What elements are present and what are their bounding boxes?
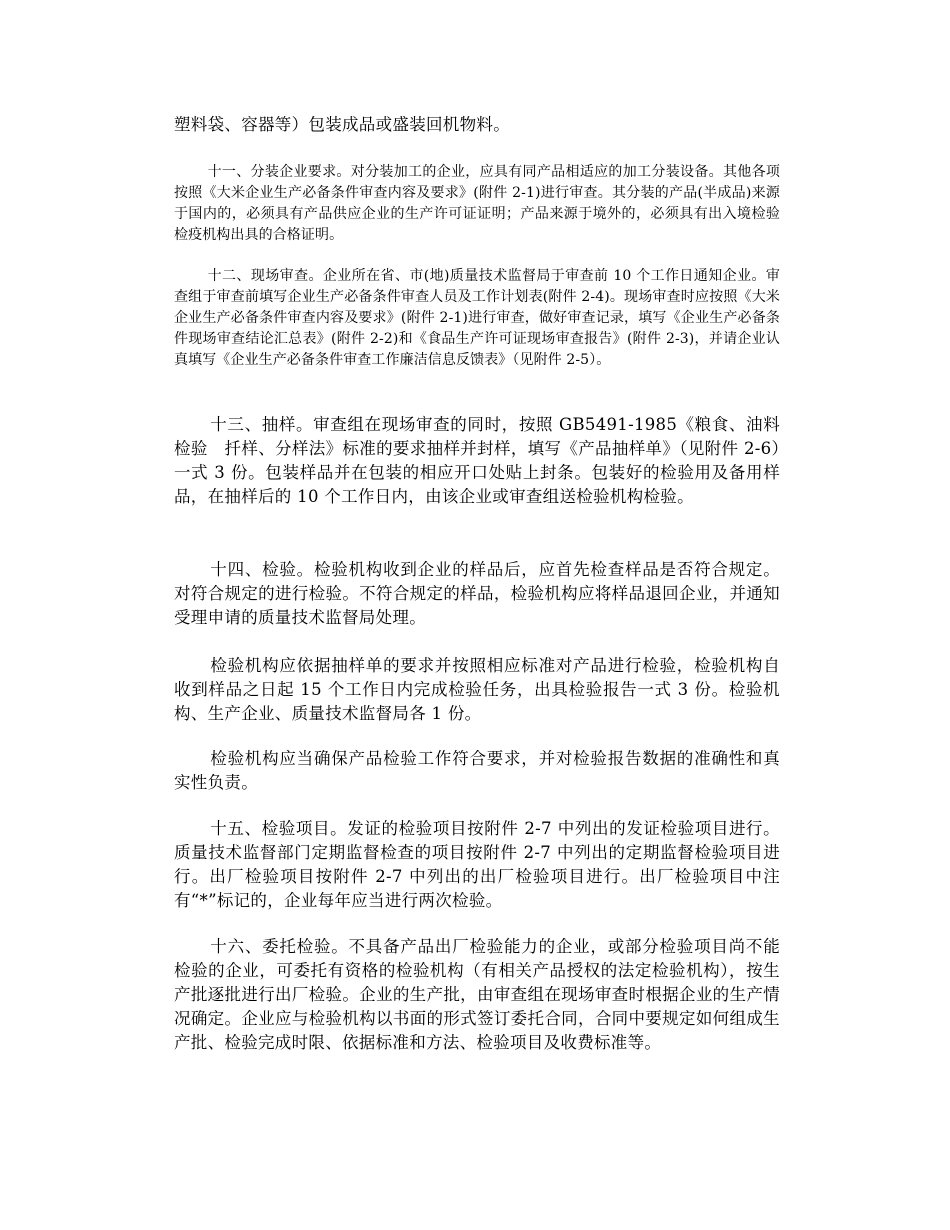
paragraph-section-11: 十一、分装企业要求。对分装加工的企业，应具有同产品相适应的加工分装设备。其他各项按照《大米企业生产必备条件审查内容及要求》(附件 2-1)进行审查。其分装的产品(半成品)来源于国内的，必须具有产品供应企业的生产许可证证明；产品来源于境外的，必须具有出入境检验检疫机构出具的合格证明。 <box>174 164 780 243</box>
paragraph-section-15: 十五、检验项目。发证的检验项目按附件 2-7 中列出的发证检验项目进行。质量技术监督部门定期监督检查的项目按附件 2-7 中列出的定期监督检验项目进行。出厂检验项目按附件 2-7 中列出的出厂检验项目进行。出厂检验项目中注有“*”标记的，企业每年应当进行两次检验。 <box>174 819 780 910</box>
paragraph-section-13: 十三、抽样。审查组在现场审查的同时，按照 GB5491-1985《粮食、油料检验 扦样、分样法》标准的要求抽样并封样，填写《产品抽样单》（见附件 2-6）一式 3 份。包装样品并在包装的相应开口处贴上封条。包装好的检验用及备用样品，在抽样后的 10 个工作日内，由该企业或审查组送检验机构检验。 <box>174 415 780 506</box>
paragraph-section-12: 十二、现场审查。企业所在省、市(地)质量技术监督局于审查前 10 个工作日通知企业。审查组于审查前填写企业生产必备条件审查人员及工作计划表(附件 2-4)。现场审查时应按照《大米企业生产必备条件审查内容及要求》(附件 2-1)进行审查，做好审查记录，填写《企业生产必备条件现场审查结论汇总表》(附件 2-2)和《食品生产许可证现场审查报告》(附件 2-3)，并请企业认真填写《企业生产必备条件审查工作廉洁信息反馈表》（见附件 2-5）。 <box>174 268 780 368</box>
paragraph-section-14: 十四、检验。检验机构收到企业的样品后，应首先检查样品是否符合规定。对符合规定的进行检验。不符合规定的样品，检验机构应将样品退回企业，并通知受理申请的质量技术监督局处理。 <box>174 560 780 627</box>
paragraph-continuation: 塑料袋、容器等）包装成品或盛装回机物料。 <box>174 115 510 134</box>
paragraph-lab-deadline: 检验机构应依据抽样单的要求并按照相应标准对产品进行检验，检验机构自收到样品之日起 15 个工作日内完成检验任务，出具检验报告一式 3 份。检验机构、生产企业、质量技术监督局各 1 份。 <box>174 656 780 723</box>
paragraph-section-16: 十六、委托检验。不具备产品出厂检验能力的企业，或部分检验项目尚不能检验的企业，可委托有资格的检验机构（有相关产品授权的法定检验机构），按生产批逐批进行出厂检验。企业的生产批，由审查组在现场审查时根据企业的生产情况确定。企业应与检验机构以书面的形式签订委托合同，合同中要规定如何组成生产批、检验完成时限、依据标准和方法、检验项目及收费标准等。 <box>174 937 780 1052</box>
paragraph-lab-responsibility: 检验机构应当确保产品检验工作符合要求，并对检验报告数据的准确性和真实性负责。 <box>174 749 780 792</box>
